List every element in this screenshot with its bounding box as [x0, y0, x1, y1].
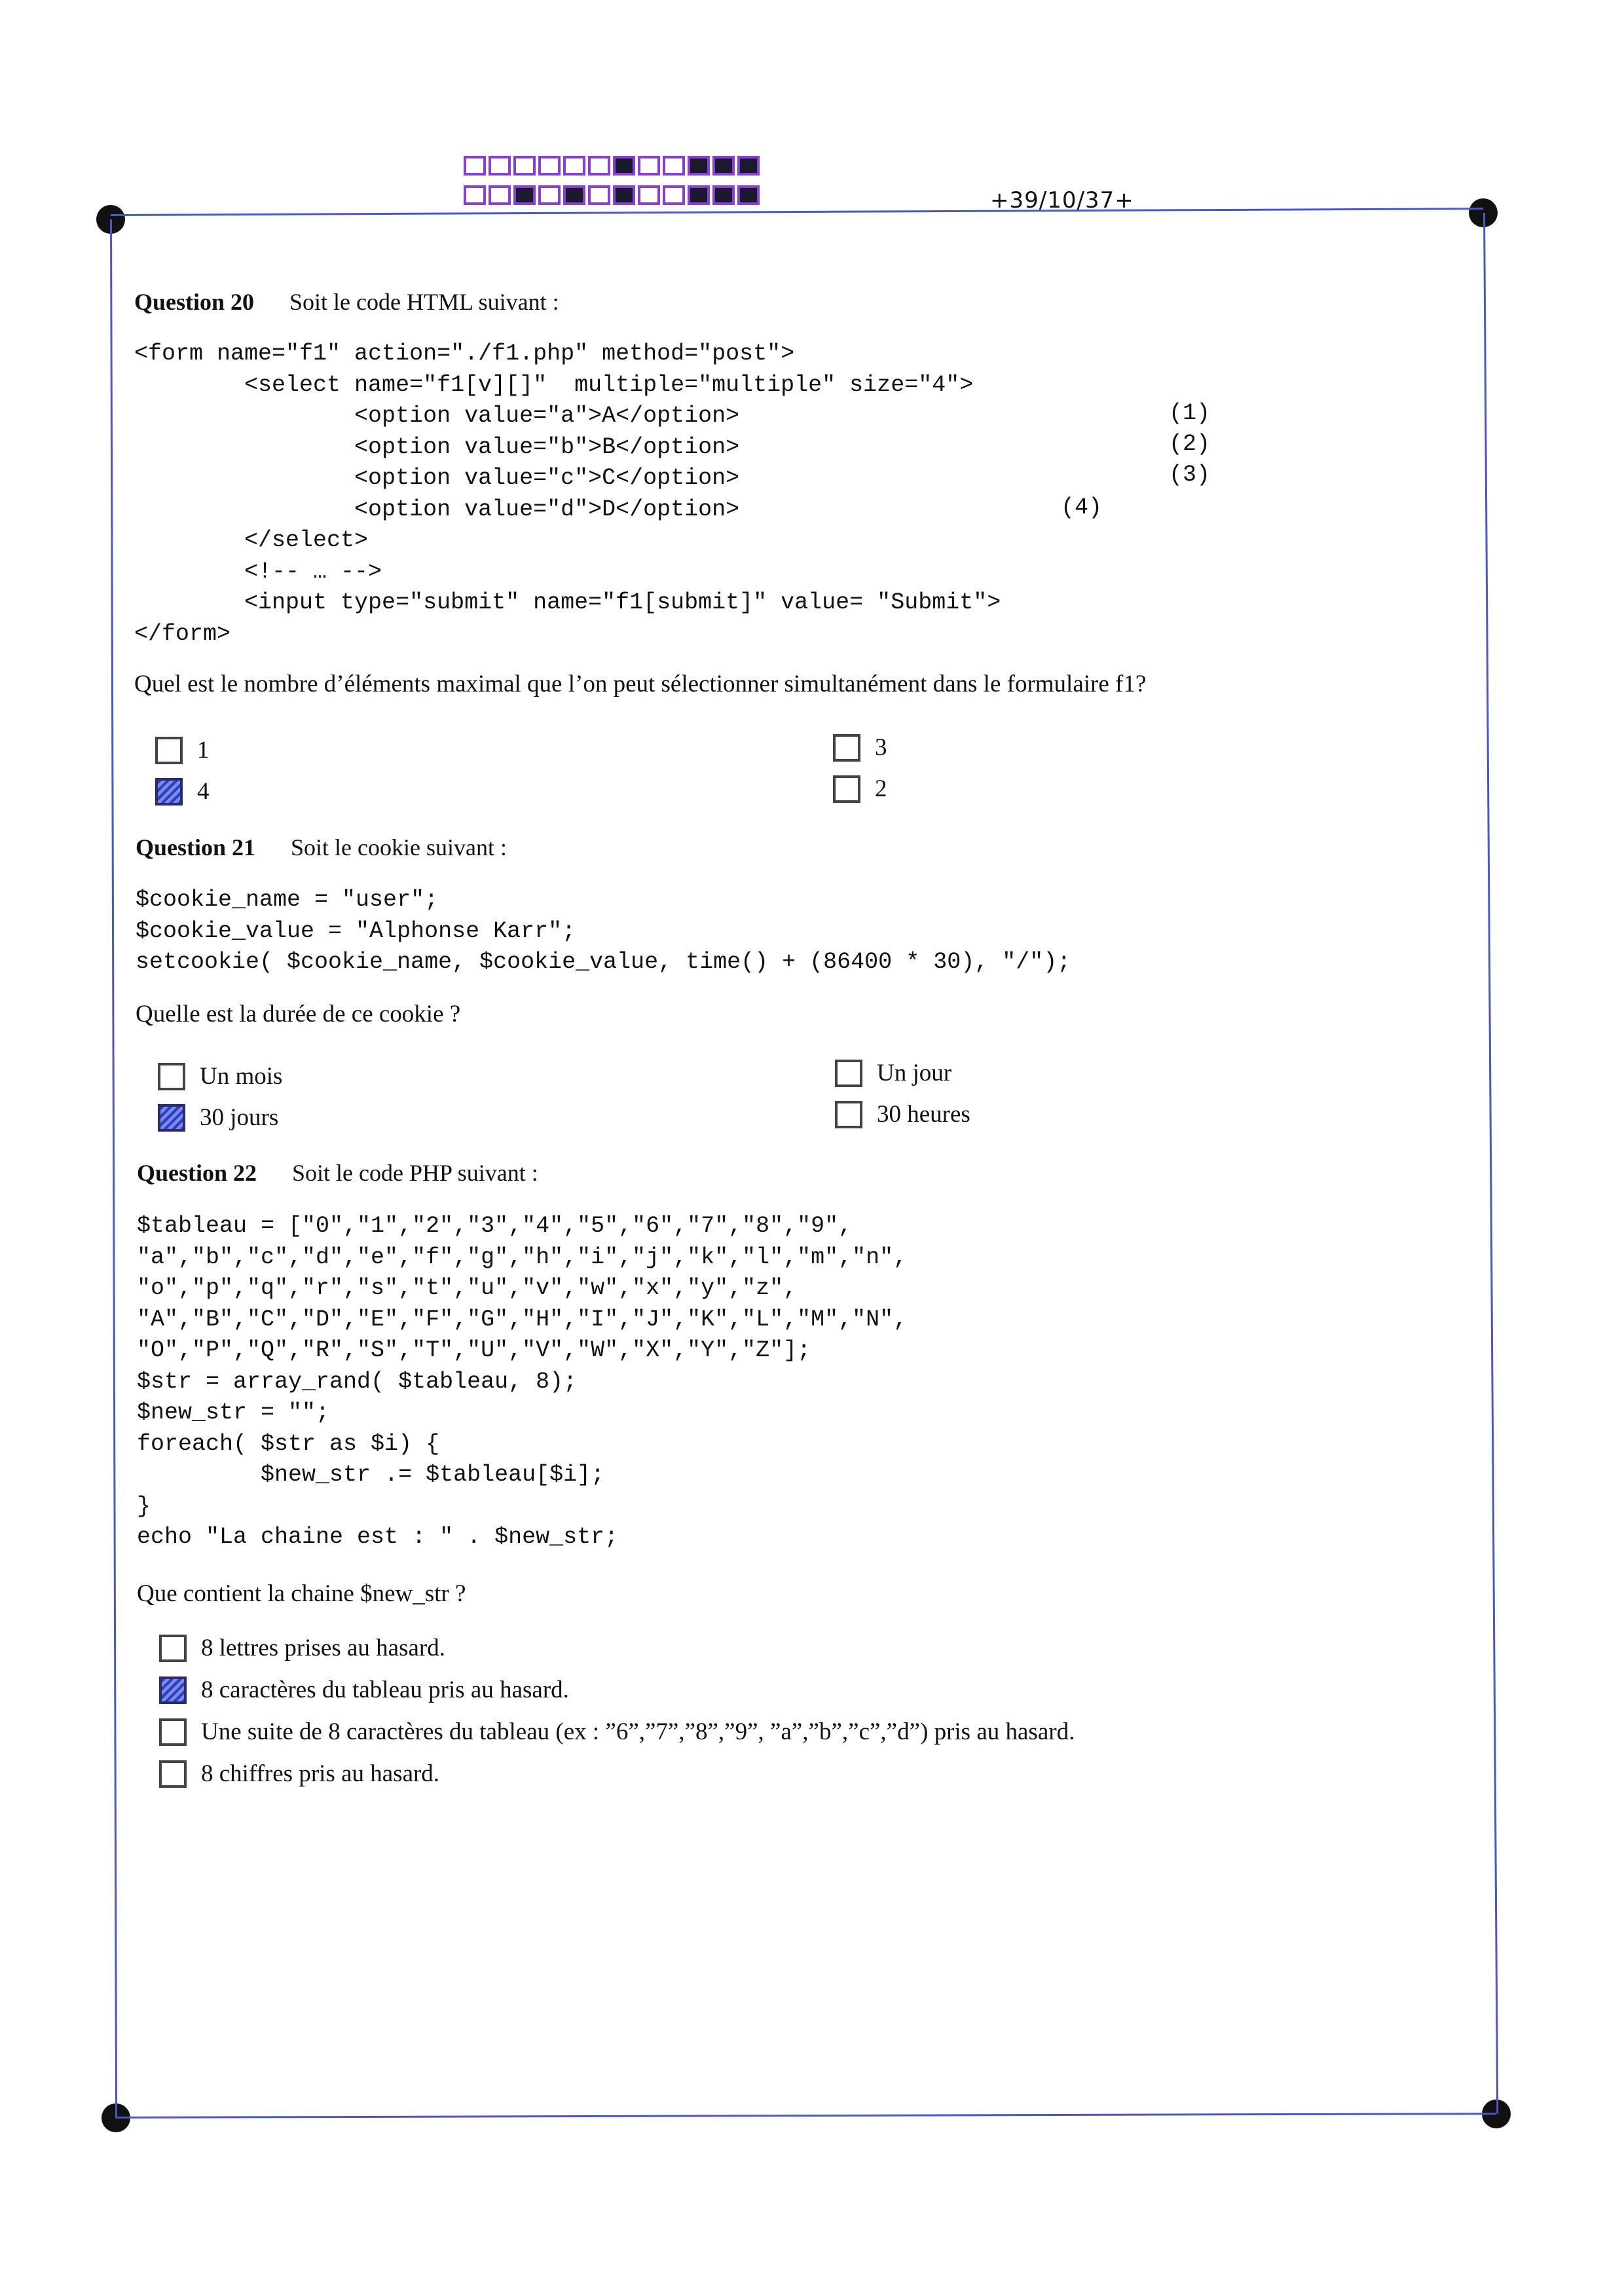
question-20-prompt: Quel est le nombre d’éléments maximal que l’on peut sélectionner simultanément dans le formulaire f1? — [134, 671, 1147, 697]
code-line: $new_str .= $tableau[$i]; — [137, 1462, 605, 1488]
q22-option-lettres[interactable] — [159, 1634, 445, 1662]
code-line: <select name="f1[v][]" multiple="multiple" size="4"> — [134, 371, 974, 398]
barcode-bottom — [464, 185, 760, 205]
option-label: 8 chiffres pris au hasard. — [201, 1760, 440, 1787]
line-label-4: (4) — [1061, 494, 1103, 521]
question-number: Question 21 — [136, 834, 256, 861]
line-label-1: (1) — [1169, 400, 1211, 426]
code-line: foreach( $str as $i) { — [137, 1430, 440, 1457]
option-label: 2 — [875, 775, 887, 802]
question-intro: Soit le code HTML suivant : — [289, 289, 559, 315]
frame-left — [110, 219, 117, 2119]
question-20-title — [134, 288, 559, 316]
barcode-cell — [613, 156, 635, 176]
question-22-title — [137, 1159, 538, 1187]
barcode-cell — [737, 156, 760, 176]
option-label: Un jour — [877, 1060, 952, 1086]
code-line: <!-- … --> — [134, 558, 382, 585]
code-line: <input type="submit" name="f1[submit]" value= "Submit"> — [134, 589, 1001, 616]
option-label: 3 — [875, 734, 887, 761]
q20-option-1[interactable] — [155, 736, 210, 764]
question-22-prompt: Que contient la chaine $new_str ? — [137, 1580, 466, 1607]
checkbox[interactable] — [155, 778, 183, 805]
code-line: $str = array_rand( $tableau, 8); — [137, 1368, 578, 1395]
question-21-prompt: Quelle est la durée de ce cookie ? — [136, 1001, 461, 1028]
q22-option-suite[interactable] — [159, 1718, 1075, 1746]
barcode-cell — [489, 156, 511, 176]
barcode-cell — [688, 185, 710, 205]
code-line: $new_str = ""; — [137, 1399, 330, 1426]
option-label: Un mois — [200, 1063, 283, 1090]
code-line: $tableau = ["0","1","2","3","4","5","6","7","8","9", — [137, 1213, 853, 1239]
option-label: 30 heures — [877, 1101, 970, 1128]
barcode-cell — [663, 156, 685, 176]
checkbox[interactable] — [155, 737, 183, 764]
barcode-cell — [563, 156, 585, 176]
php-cookie-code-block — [136, 885, 1071, 978]
q21-option-un-jour[interactable] — [835, 1059, 951, 1087]
barcode-cell — [588, 156, 610, 176]
q21-option-un-mois[interactable] — [158, 1062, 282, 1090]
line-label-2: (2) — [1169, 431, 1211, 457]
barcode-cell — [588, 185, 610, 205]
code-line: $cookie_value = "Alphonse Karr"; — [136, 917, 576, 944]
frame-right — [1483, 213, 1498, 2114]
option-label: 30 jours — [200, 1104, 279, 1131]
checkbox[interactable] — [835, 1060, 862, 1087]
code-line: </form> — [134, 620, 231, 647]
code-line: "o","p","q","r","s","t","u","v","w","x","y","z", — [137, 1275, 798, 1301]
barcode-cell — [563, 185, 585, 205]
code-line: echo "La chaine est : " . $new_str; — [137, 1524, 619, 1550]
barcode-cell — [513, 156, 536, 176]
checkbox[interactable] — [833, 734, 860, 762]
question-intro: Soit le code PHP suivant : — [292, 1160, 538, 1186]
frame-top — [111, 208, 1483, 216]
question-21-title — [136, 834, 507, 861]
checkbox[interactable] — [833, 775, 860, 803]
barcode-cell — [712, 156, 735, 176]
barcode-cell — [737, 185, 760, 205]
code-line: "O","P","Q","R","S","T","U","V","W","X","Y","Z"]; — [137, 1337, 811, 1363]
barcode-cell — [464, 156, 486, 176]
line-label-3: (3) — [1169, 462, 1211, 488]
checkbox[interactable] — [159, 1676, 187, 1704]
question-number: Question 22 — [137, 1160, 257, 1186]
checkbox[interactable] — [158, 1063, 185, 1090]
question-number: Question 20 — [134, 289, 255, 315]
code-line: } — [137, 1492, 151, 1519]
option-label: 1 — [197, 737, 210, 764]
barcode-cell — [712, 185, 735, 205]
option-label: 4 — [197, 778, 210, 805]
php-array-code-block — [137, 1211, 907, 1553]
barcode-cell — [538, 156, 561, 176]
html-code-block — [134, 339, 1001, 650]
code-line: </select> — [134, 527, 369, 553]
code-line: <form name="f1" action="./f1.php" method="post"> — [134, 341, 795, 367]
barcode-cell — [638, 185, 660, 205]
barcode-cell — [489, 185, 511, 205]
checkbox[interactable] — [159, 1718, 187, 1746]
checkbox[interactable] — [159, 1635, 187, 1662]
q20-option-3[interactable] — [833, 733, 887, 762]
q20-option-4[interactable] — [155, 777, 210, 805]
option-label: Une suite de 8 caractères du tableau (ex : ”6”,”7”,”8”,”9”, ”a”,”b”,”c”,”d”) pris au hasard. — [201, 1718, 1075, 1745]
code-line: $cookie_name = "user"; — [136, 887, 439, 913]
page-code: +39/10/37+ — [990, 187, 1134, 213]
checkbox[interactable] — [835, 1101, 862, 1128]
option-label: 8 lettres prises au hasard. — [201, 1635, 445, 1661]
barcode-cell — [464, 185, 486, 205]
code-line: <option value="c">C</option> — [134, 465, 740, 491]
q21-option-30-heures[interactable] — [835, 1100, 970, 1128]
barcode-cell — [688, 156, 710, 176]
frame-bottom — [116, 2113, 1496, 2119]
barcode-cell — [638, 156, 660, 176]
q21-option-30-jours[interactable] — [158, 1103, 278, 1132]
checkbox[interactable] — [158, 1104, 185, 1132]
option-label: 8 caractères du tableau pris au hasard. — [201, 1676, 569, 1703]
code-line: <option value="d">D</option> — [134, 496, 740, 523]
code-line: <option value="b">B</option> — [134, 434, 740, 460]
checkbox[interactable] — [159, 1760, 187, 1788]
q20-option-2[interactable] — [833, 775, 887, 803]
barcode-cell — [513, 185, 536, 205]
code-line: <option value="a">A</option> — [134, 403, 740, 429]
code-line: "a","b","c","d","e","f","g","h","i","j","k","l","m","n", — [137, 1244, 908, 1270]
code-line: setcookie( $cookie_name, $cookie_value, time() + (86400 * 30), "/"); — [136, 949, 1071, 975]
q22-option-caracteres[interactable] — [159, 1676, 569, 1704]
barcode-cell — [663, 185, 685, 205]
barcode-cell — [538, 185, 561, 205]
question-intro: Soit le cookie suivant : — [291, 834, 507, 861]
barcode-top — [464, 156, 760, 176]
q22-option-chiffres[interactable] — [159, 1760, 439, 1788]
barcode-cell — [613, 185, 635, 205]
code-line: "A","B","C","D","E","F","G","H","I","J","K","L","M","N", — [137, 1306, 908, 1333]
